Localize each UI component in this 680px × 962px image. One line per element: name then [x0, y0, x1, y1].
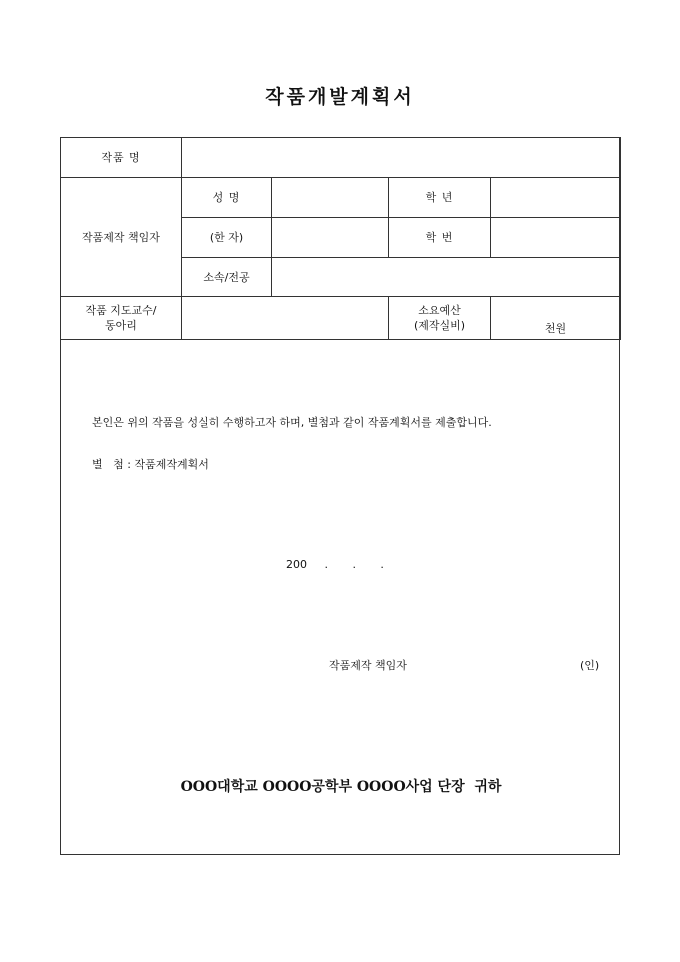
budget-label-line2: (제작실비) — [413, 319, 466, 332]
advisor-label — [61, 297, 182, 340]
hanja-label: (한 자) — [182, 218, 272, 258]
seal-mark: (인) — [580, 659, 600, 672]
dept-field[interactable] — [272, 258, 621, 297]
responsible-label: 작품제작 책임자 — [61, 178, 182, 297]
addressee-line: OOO대학교 OOOO공학부 OOOO사업 단장 귀하 — [180, 779, 502, 795]
advisor-field[interactable] — [182, 297, 389, 340]
hanja-field[interactable] — [272, 218, 389, 258]
plan-form — [60, 137, 620, 855]
signer-label: 작품제작 책임자 — [329, 659, 407, 672]
statement-text: 본인은 위의 작품을 성실히 수행하고자 하며, 별첨과 같이 작품계획서를 제출합니다. — [92, 416, 492, 429]
name-label: 성 명 — [182, 178, 272, 218]
grade-label: 학 년 — [389, 178, 491, 218]
budget-field[interactable] — [491, 297, 621, 340]
name-field[interactable] — [272, 178, 389, 218]
budget-label-line1: 소요예산 — [418, 304, 461, 317]
advisor-label-line1: 작품 지도교수/ — [85, 304, 157, 317]
work-name-field[interactable] — [182, 138, 621, 178]
grade-field[interactable] — [491, 178, 621, 218]
budget-label — [389, 297, 491, 340]
info-table — [60, 137, 621, 340]
student-no-label: 학 번 — [389, 218, 491, 258]
dept-label: 소속/전공 — [182, 258, 272, 297]
budget-unit: 천원 — [544, 322, 567, 335]
document-title: 작품개발계획서 — [265, 86, 415, 108]
attachment-text: 별 첨 : 작품제작계획서 — [92, 458, 209, 471]
advisor-label-line2: 동아리 — [105, 319, 137, 332]
work-name-label: 작품 명 — [61, 138, 182, 178]
student-no-field[interactable] — [491, 218, 621, 258]
date-line[interactable]: 200 . . . — [286, 558, 384, 571]
